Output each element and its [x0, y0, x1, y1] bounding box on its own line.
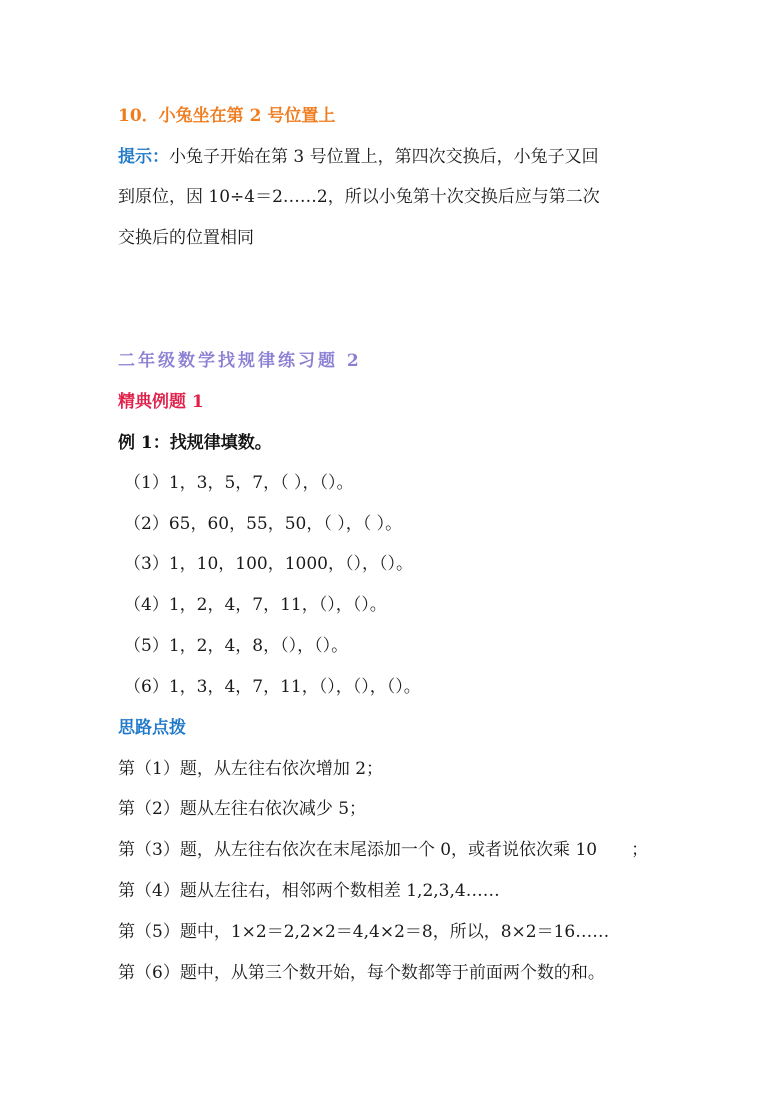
exercise-item-6: （6）1，3，4，7，11，（），（），（）。 [124, 677, 421, 697]
answer-heading: 10．小兔坐在第 2 号位置上 [118, 106, 336, 126]
analysis-line-6: 第（6）题中，从第三个数开始，每个数都等于前面两个数的和。 [118, 963, 605, 983]
example-heading: 精典例题 1 [118, 392, 204, 412]
example-title: 例 1：找规律填数。 [118, 433, 272, 453]
analysis-line-4: 第（4）题从左往右，相邻两个数相差 1,2,3,4…… [118, 881, 500, 901]
hint-line-2: 到原位，因 10÷4＝2……2，所以小兔第十次交换后应与第二次 [118, 187, 600, 207]
analysis-heading: 思路点拨 [118, 718, 186, 738]
analysis-line-1: 第（1）题，从左往右依次增加 2； [118, 759, 384, 779]
analysis-line-2: 第（2）题从左往右依次减少 5； [118, 799, 367, 819]
exercise-item-2: （2）65，60，55，50，（ ），（ ）。 [124, 514, 403, 534]
section-title: 二年级数学找规律练习题 2 [118, 351, 362, 371]
exercise-item-5: （5）1，2，4，8，（），（）。 [124, 636, 349, 656]
exercise-item-1: （1）1，3，5，7，（ ），（）。 [124, 473, 354, 493]
analysis-line-3: 第（3）题，从左往右依次在末尾添加一个 0，或者说依次乘 10 ； [118, 840, 649, 860]
analysis-line-5: 第（5）题中，1×2＝2,2×2＝4,4×2＝8，所以，8×2＝16…… [118, 922, 610, 942]
hint-label: 提示： [118, 147, 169, 167]
hint-line-1 [118, 145, 599, 169]
exercise-item-4: （4）1，2，4，7，11，（），（）。 [124, 595, 387, 615]
exercise-item-3: （3）1，10，100，1000，（），（）。 [124, 554, 413, 574]
hint-text-1: 小兔子开始在第 3 号位置上，第四次交换后，小兔子又回 [169, 147, 599, 167]
hint-line-3: 交换后的位置相同 [118, 228, 254, 248]
